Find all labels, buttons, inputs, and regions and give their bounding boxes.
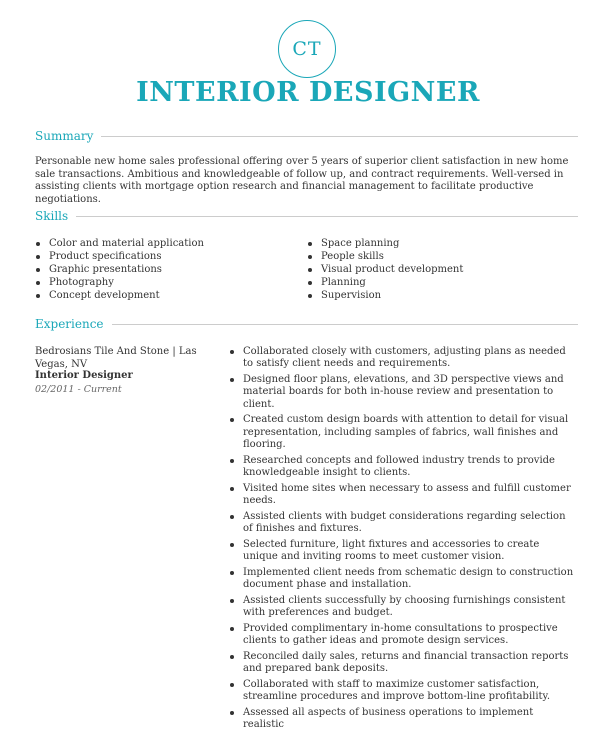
list-item: Concept development — [35, 289, 275, 302]
summary-title: Summary — [35, 128, 101, 144]
summary-text: Personable new home sales professional offering over 5 years of superior client satisfaction in new home sale transactions. Ambitious and knowledgeable of follow up, and contract requirements. Well-versed in assisting clients with mortgage option research and financial management to facilitate productive negotiations. — [35, 156, 569, 205]
list-item: Supervision — [307, 289, 547, 302]
job-dates: 02/2011 - Current — [35, 384, 122, 395]
monogram-circle — [278, 20, 336, 78]
list-item: Reconciled daily sales, returns and financial transaction reports and prepared bank deposits. — [229, 651, 577, 676]
list-item: Provided complimentary in-home consultations to prospective clients to gather ideas and promote design services. — [229, 623, 577, 648]
job-title: Interior Designer — [35, 370, 133, 381]
list-item: Color and material application — [35, 237, 275, 250]
experience-rule — [97, 324, 578, 325]
employer: Bedrosians Tile And Stone | Las Vegas, NV — [35, 346, 197, 370]
page-title: INTERIOR DESIGNER — [136, 77, 480, 108]
list-item: Assisted clients successfully by choosing furnishings consistent with preferences and budget. — [229, 595, 577, 620]
list-item: Created custom design boards with attention to detail for visual representation, including samples of fabrics, wall finishes and flooring. — [229, 414, 577, 451]
skills-list-right — [307, 237, 547, 302]
list-item: Photography — [35, 276, 275, 289]
summary-heading — [35, 128, 578, 144]
list-item: People skills — [307, 250, 547, 263]
list-item: Planning — [307, 276, 547, 289]
list-item: Visual product development — [307, 263, 547, 276]
duties-list — [229, 346, 577, 735]
skills-list-left — [35, 237, 275, 302]
list-item: Implemented client needs from schematic design to construction document phase and installation. — [229, 567, 577, 592]
summary-rule — [95, 136, 578, 137]
list-item: Space planning — [307, 237, 547, 250]
skills-rule — [73, 216, 578, 217]
experience-heading — [35, 316, 578, 332]
list-item: Researched concepts and followed industry trends to provide knowledgeable insight to clients. — [229, 455, 577, 480]
list-item: Collaborated with staff to maximize customer satisfaction, streamline procedures and improve bottom-line profitability. — [229, 679, 577, 704]
initials: CT — [292, 38, 322, 60]
list-item: Designed floor plans, elevations, and 3D perspective views and material boards for both in-house review and presentation to client. — [229, 374, 577, 411]
list-item: Graphic presentations — [35, 263, 275, 276]
skills-title: Skills — [35, 208, 76, 224]
list-item: Selected furniture, light fixtures and accessories to create unique and inviting rooms to meet customer vision. — [229, 539, 577, 564]
list-item: Assessed all aspects of business operations to implement realistic — [229, 707, 577, 732]
list-item: Assisted clients with budget considerations regarding selection of finishes and fixtures. — [229, 511, 577, 536]
list-item: Visited home sites when necessary to assess and fulfill customer needs. — [229, 483, 577, 508]
skills-heading — [35, 208, 578, 224]
list-item: Collaborated closely with customers, adjusting plans as needed to satisfy client needs and requirements. — [229, 346, 577, 371]
experience-title: Experience — [35, 316, 112, 332]
list-item: Product specifications — [35, 250, 275, 263]
